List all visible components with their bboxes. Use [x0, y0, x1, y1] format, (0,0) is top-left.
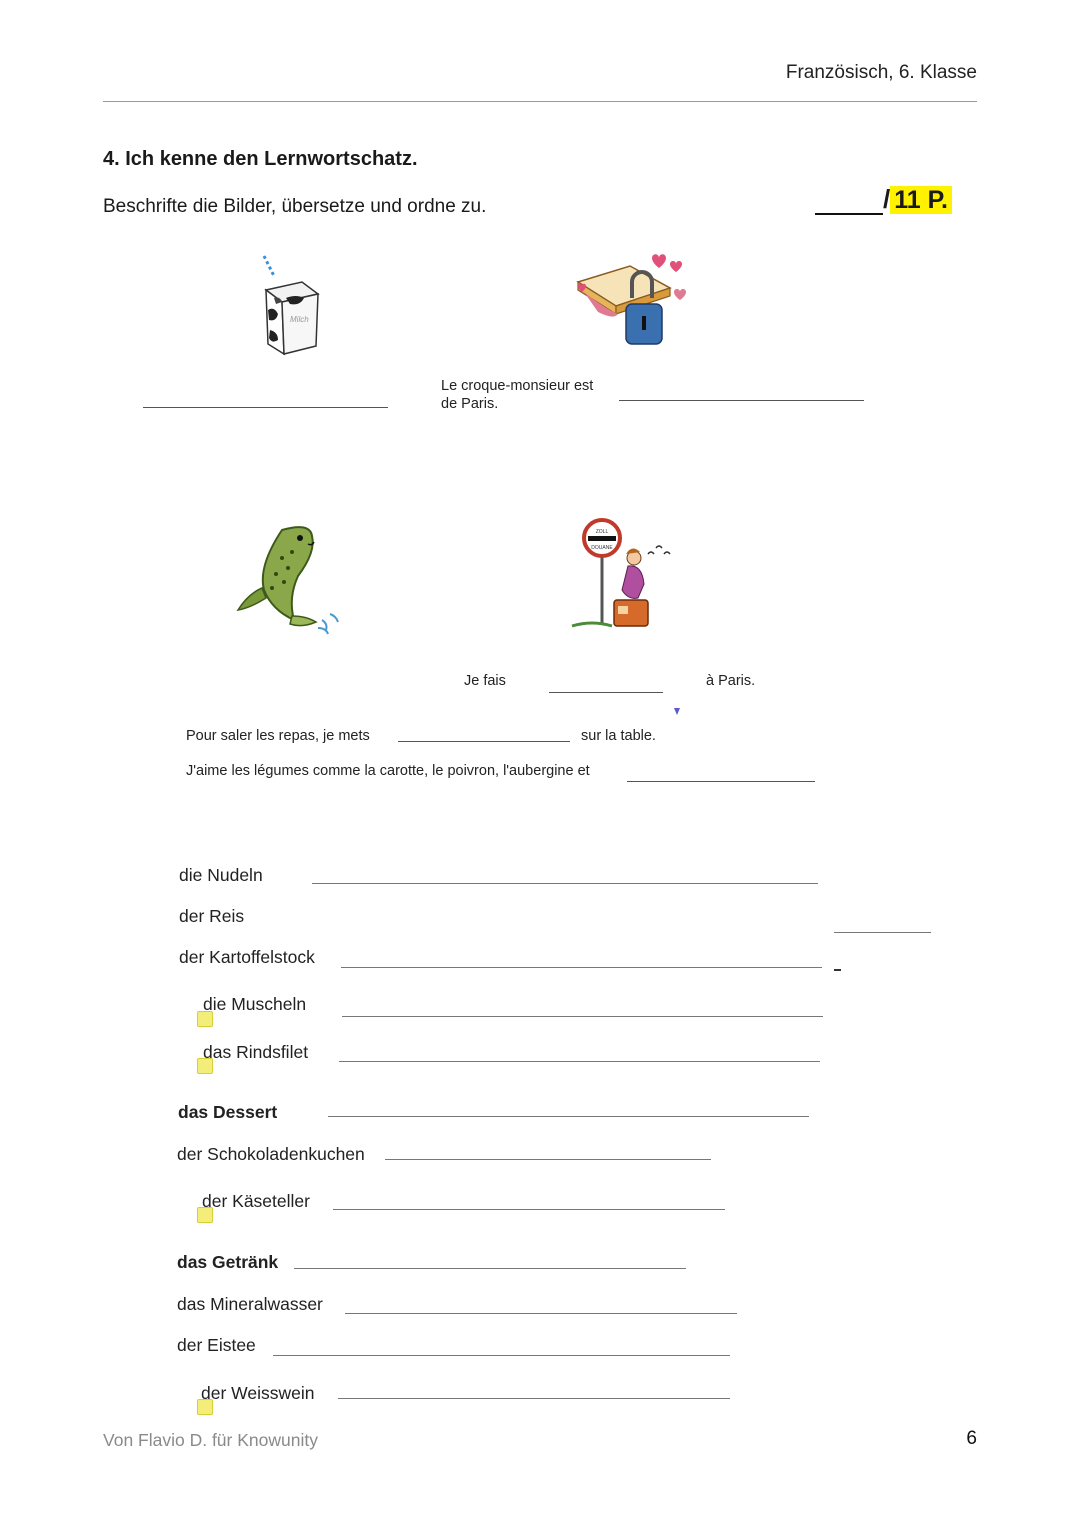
- vocab-word: das Mineralwasser: [177, 1294, 323, 1314]
- vocab-word: das Rindsfilet: [203, 1042, 309, 1062]
- pen-mark: [674, 708, 680, 715]
- vocab-answer-line[interactable]: [312, 883, 818, 884]
- vocab-answer-line[interactable]: [339, 1061, 820, 1062]
- header-subject: Französisch, 6. Klasse: [785, 62, 977, 83]
- vocab-answer-line[interactable]: [294, 1268, 686, 1269]
- task-instruction: Beschrifte die Bilder, übersetze und ordne zu.: [103, 196, 487, 217]
- sentence-legumes: J'aime les légumes comme la carotte, le poivron, l'aubergine et: [186, 763, 590, 779]
- sandwich-caption-line1: Le croque-monsieur est: [441, 378, 594, 394]
- vocab-word: der Eistee: [177, 1335, 256, 1355]
- fish-icon: [230, 518, 350, 638]
- vocab-word: der Schokoladenkuchen: [177, 1144, 365, 1164]
- score-slash: /: [883, 184, 891, 214]
- milk-label: Milch: [290, 315, 309, 324]
- vocab-word: das Dessert: [178, 1102, 278, 1122]
- vocab-answer-line[interactable]: [342, 1016, 823, 1017]
- footer-credit: Von Flavio D. für Knowunity: [103, 1430, 318, 1450]
- answer-line-sel[interactable]: [398, 741, 570, 742]
- customs-girl-icon: [562, 514, 674, 638]
- a-paris-text: à Paris.: [706, 673, 756, 689]
- answer-line-milk[interactable]: [143, 407, 388, 408]
- header-divider: [103, 101, 977, 102]
- vocab-word: der Weisswein: [201, 1383, 315, 1403]
- sentence-sel-before: Pour saler les repas, je mets: [186, 728, 370, 744]
- vocab-word: der Reis: [179, 906, 245, 926]
- vocab-word: der Kartoffelstock: [179, 947, 315, 967]
- croque-monsieur-lock-icon: [570, 252, 690, 354]
- vocab-answer-line[interactable]: [341, 967, 822, 968]
- vocab-answer-line[interactable]: [385, 1159, 711, 1160]
- task-title: 4. Ich kenne den Lernwortschatz.: [103, 148, 418, 170]
- vocab-word: die Nudeln: [179, 865, 263, 885]
- sandwich-caption-line2: de Paris.: [441, 396, 499, 412]
- je-fais-text: Je fais: [464, 673, 506, 689]
- sentence-sel-after: sur la table.: [581, 728, 656, 744]
- vocab-word: der Käseteller: [202, 1191, 310, 1211]
- pen-mark: [834, 969, 841, 971]
- vocab-answer-line[interactable]: [834, 932, 931, 933]
- vocab-answer-line[interactable]: [345, 1313, 737, 1314]
- score-box: [815, 184, 952, 215]
- score-total: 11 P.: [890, 186, 952, 214]
- answer-line-sandwich[interactable]: [619, 400, 864, 401]
- customs-sign-line2: DOUANE: [591, 545, 613, 551]
- score-blank[interactable]: [815, 187, 883, 215]
- milk-carton-icon: [252, 250, 332, 358]
- vocab-answer-line[interactable]: [328, 1116, 809, 1117]
- customs-sign-line1: ZOLL: [595, 529, 609, 535]
- vocab-word: die Muscheln: [203, 994, 307, 1014]
- vocab-answer-line[interactable]: [333, 1209, 725, 1210]
- answer-line-legumes[interactable]: [627, 781, 815, 782]
- page-number: 6: [966, 1428, 977, 1449]
- vocab-answer-line[interactable]: [338, 1398, 730, 1399]
- answer-line-je-fais[interactable]: [549, 692, 663, 693]
- vocab-answer-line[interactable]: [273, 1355, 730, 1356]
- vocab-word: das Getränk: [177, 1252, 279, 1272]
